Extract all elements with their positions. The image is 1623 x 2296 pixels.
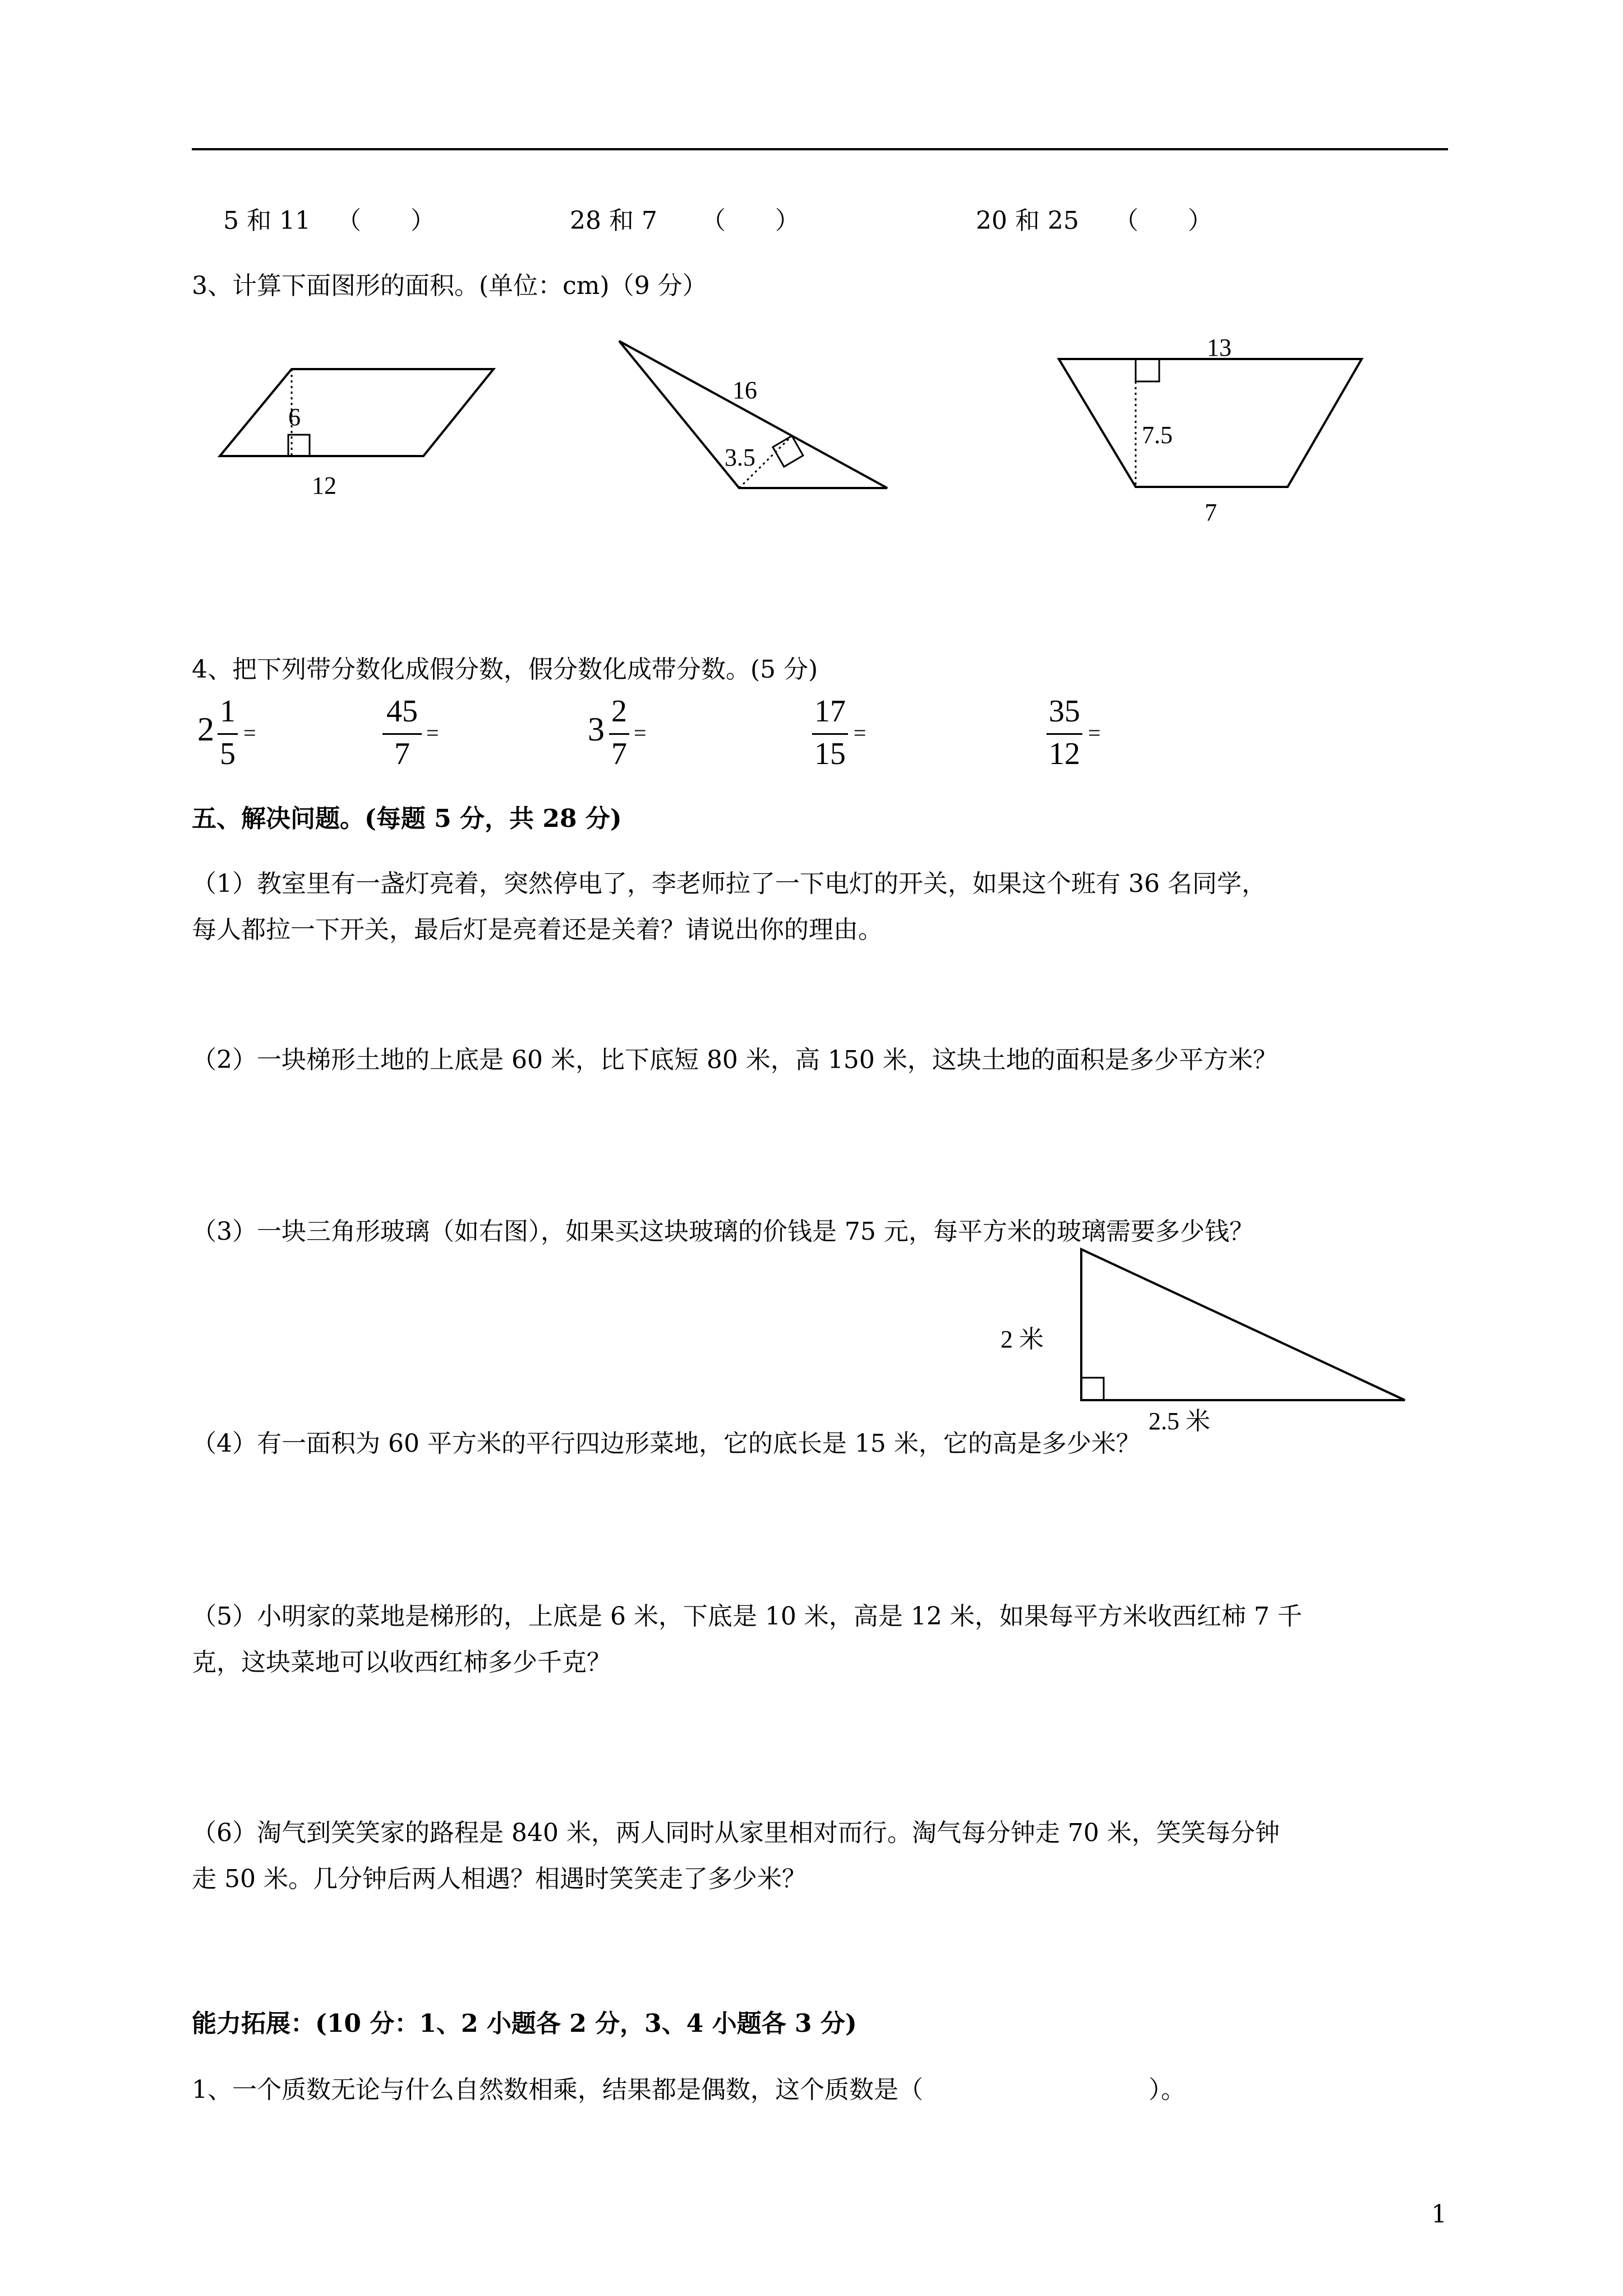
q4-title: 4、把下列带分数化成假分数，假分数化成带分数。(5 分) [192,655,818,684]
fraction-2 [382,693,422,777]
pair-3-label: 20 和 25 [976,206,1079,235]
page-number: 1 [1431,2200,1447,2229]
fraction-4-bar [812,733,848,735]
trapezoid-bottom-label: 7 [1205,499,1217,526]
q3-title: 3、计算下面图形的面积。(单位：cm)（9 分） [192,272,707,300]
fraction-3-bar [609,733,629,735]
fraction-5-denominator: 12 [1049,737,1080,771]
pair-1-label: 5 和 11 [223,206,311,235]
fraction-1-numerator: 1 [220,694,236,729]
fraction-1 [218,693,238,777]
fraction-4-equals: = [854,720,866,746]
trapezoid-height-label: 7.5 [1142,421,1173,449]
fraction-3-denominator: 7 [611,737,627,771]
pair-2-label: 28 和 7 [570,206,657,235]
problem-3: （3）一块三角形玻璃（如右图），如果买这块玻璃的价钱是 75 元，每平方米的玻璃需要多少钱？ [192,1217,1254,1246]
fraction-4-denominator: 15 [814,737,846,771]
fraction-1-denominator: 5 [220,737,236,771]
problem-1-line-2: 每人都拉一下开关，最后灯是亮着还是关着？请说出你的理由。 [192,915,883,944]
problem-5-line-1: （5）小明家的菜地是梯形的，上底是 6 米，下底是 10 米，高是 12 米，如果每平方米收西红柿 7 千 [192,1602,1302,1631]
fraction-4-numerator: 17 [814,694,846,729]
fraction-5-numerator: 35 [1049,694,1080,729]
parallelogram-figure [220,369,494,456]
section5-title: 五、解决问题。(每题 5 分，共 28 分) [192,804,622,833]
problem-2: （2）一块梯形土地的上底是 60 米，比下底短 80 米，高 150 米，这块土地的面积是多少平方米？ [192,1046,1278,1074]
extension-q1-closing: ）。 [1149,2076,1186,2104]
glass-triangle-figure [1081,1249,1405,1400]
fraction-2-bar [382,733,422,735]
parallelogram-base-label: 12 [312,472,336,499]
problem-5-line-2: 克，这块菜地可以收西红柿多少千克？ [192,1648,611,1677]
problem-6-line-2: 走 50 米。几分钟后两人相遇？相遇时笑笑走了多少米？ [192,1865,806,1893]
pair-3-blank: （ ） [1114,206,1212,235]
fraction-3-numerator: 2 [611,694,627,729]
glass-base-label: 2.5 米 [1149,1407,1210,1435]
problem-6-line-1: （6）淘气到笑笑家的路程是 840 米，两人同时从家里相对而行。淘气每分钟走 70 米，笑笑每分钟 [192,1819,1280,1847]
fraction-5-bar [1046,733,1082,735]
fraction-1-whole: 2 [197,711,214,748]
fraction-1-bar [218,733,238,735]
pair-2-blank: （ ） [701,206,800,235]
triangle-side-label: 16 [732,376,757,404]
problem-4: （4）有一面积为 60 平方米的平行四边形菜地，它的底长是 15 米，它的高是多少米？ [192,1429,1141,1458]
fraction-2-numerator: 45 [386,694,418,729]
fraction-2-equals: = [426,720,439,746]
extension-q1-text: 1、一个质数无论与什么自然数相乘，结果都是偶数，这个质数是（ [192,2076,923,2104]
trapezoid-top-label: 13 [1207,334,1232,361]
extension-title: 能力拓展：(10 分：1、2 小题各 2 分，3、4 小题各 3 分) [192,2009,857,2038]
fraction-5-equals: = [1088,720,1101,746]
fraction-3 [609,693,629,777]
problem-1-line-1: （1）教室里有一盏灯亮着，突然停电了，李老师拉了一下电灯的开关，如果这个班有 36 名同学， [192,869,1266,898]
glass-height-label: 2 米 [1000,1326,1044,1353]
triangle-height-label: 3.5 [725,444,755,471]
fraction-4 [812,693,848,777]
fraction-5 [1046,693,1082,777]
fraction-3-whole: 3 [588,711,605,748]
pair-1-blank: （ ） [336,206,435,235]
trapezoid-figure [1059,359,1362,487]
parallelogram-height-label: 6 [288,403,301,431]
fraction-2-denominator: 7 [394,737,410,771]
fraction-3-equals: = [634,720,647,746]
fraction-1-equals: = [243,720,256,746]
